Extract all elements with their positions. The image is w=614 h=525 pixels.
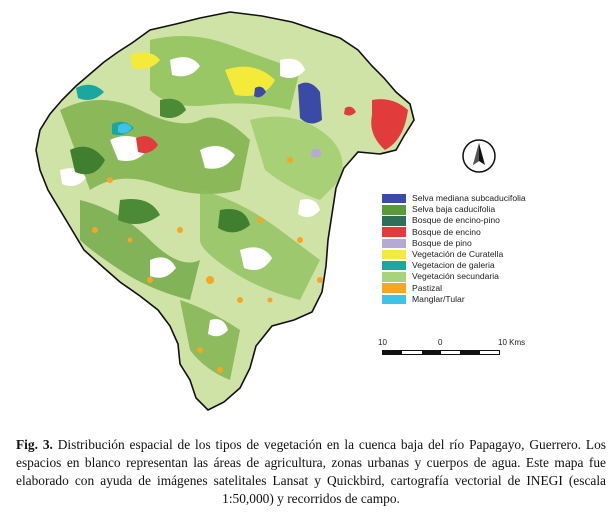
legend-item <box>382 193 582 204</box>
legend-item <box>382 249 582 260</box>
legend-item <box>382 294 582 305</box>
legend-item <box>382 283 582 294</box>
legend-swatch <box>382 250 406 260</box>
legend-swatch <box>382 283 406 293</box>
legend-swatch <box>382 261 406 271</box>
north-arrow-icon <box>461 138 497 174</box>
legend-item <box>382 215 582 226</box>
scale-label-right: 10 Kms <box>498 338 526 347</box>
caption-text: Distribución espacial de los tipos de vegetación en la cuenca baja del río Papagayo, Guerrero. Los espacios en blanco representan las áreas de agricultura, zonas urbanas y cuerpos de agua. Este mapa fue elaborado con ayuda de imágenes satelitales Lansat y Quickbird, cartografía vectorial de INEGI (escala 1:50,000) y recorridos de campo. <box>16 437 606 506</box>
scale-label-left: 10 <box>378 338 387 347</box>
legend-label: Bosque de pino <box>412 237 472 248</box>
legend-label: Vegetación de Curatella <box>412 249 504 260</box>
legend-label: Pastizal <box>412 282 443 293</box>
legend <box>382 193 582 305</box>
legend-label: Vegetacion de galeria <box>412 260 495 271</box>
legend-swatch <box>382 216 406 226</box>
legend-swatch <box>382 272 406 282</box>
legend-swatch <box>382 194 406 204</box>
figure-caption <box>16 436 606 508</box>
legend-swatch <box>382 239 406 249</box>
legend-item <box>382 204 582 215</box>
caption-fig-label: Fig. 3. <box>16 437 53 452</box>
scale-track <box>382 350 500 355</box>
legend-swatch <box>382 205 406 215</box>
scale-label-zero: 0 <box>438 338 443 347</box>
legend-item <box>382 260 582 271</box>
legend-swatch <box>382 227 406 237</box>
legend-item <box>382 238 582 249</box>
legend-item <box>382 271 582 282</box>
legend-label: Manglar/Tular <box>412 293 465 304</box>
legend-swatch <box>382 295 406 305</box>
legend-label: Selva mediana subcaducifolia <box>412 193 526 204</box>
legend-label: Bosque de encino-pino <box>412 215 500 226</box>
legend-label: Bosque de encino <box>412 226 481 237</box>
legend-label: Selva baja caducifolia <box>412 204 496 215</box>
legend-label: Vegetación secundaria <box>412 271 499 282</box>
scale-bar <box>378 338 532 364</box>
legend-item <box>382 227 582 238</box>
